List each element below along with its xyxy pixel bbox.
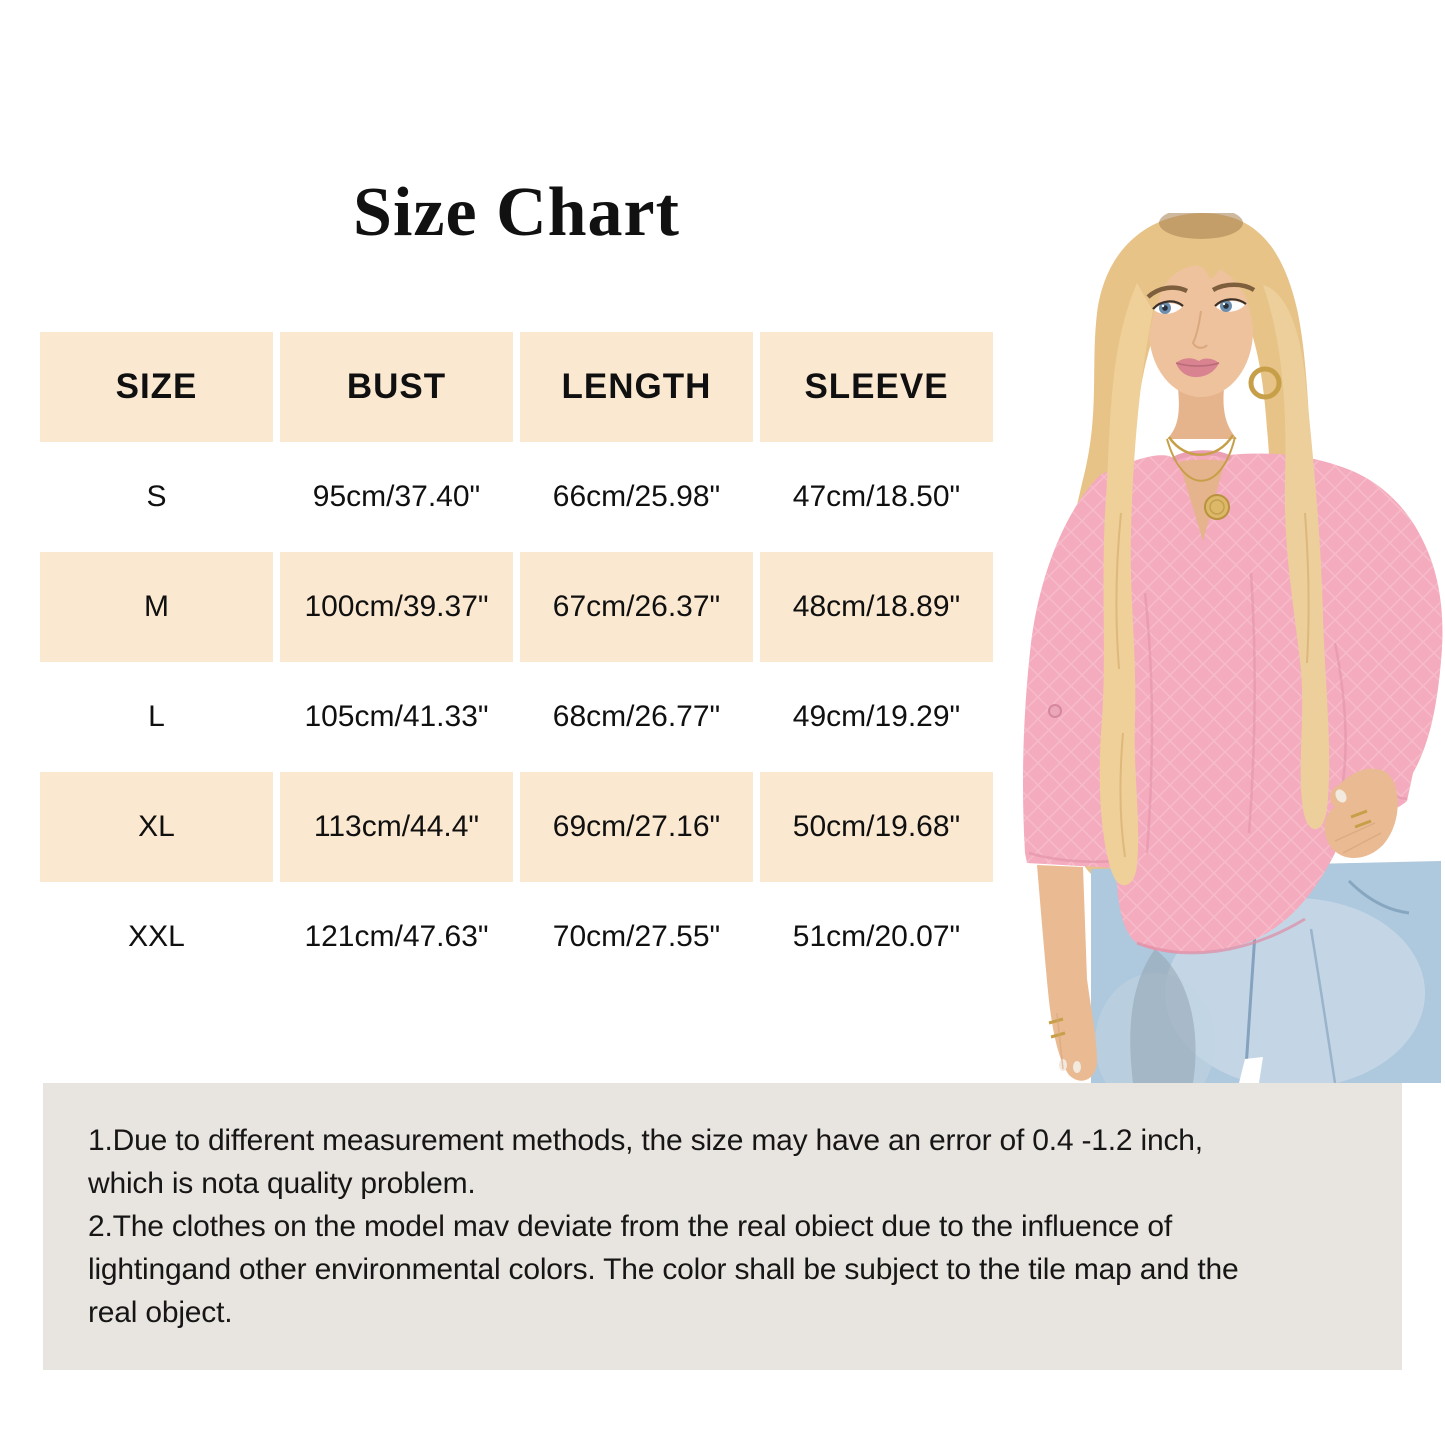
sleeve-cell: 47cm/18.50" [792, 480, 961, 513]
notes-box [43, 1083, 1402, 1370]
sleeve-cell: 49cm/19.29" [792, 700, 961, 733]
sleeve-cell: 50cm/19.68" [760, 772, 993, 882]
model-illustration [1005, 213, 1445, 1083]
length-cell: 69cm/27.16" [520, 772, 753, 882]
size-cell: L [148, 700, 165, 733]
length-cell: 68cm/26.77" [552, 700, 721, 733]
size-cell: S [146, 480, 167, 513]
model-photo [1005, 213, 1445, 1083]
note-line: which is nota quality problem. [88, 1167, 476, 1200]
bust-cell: 105cm/41.33" [304, 700, 489, 733]
note-line: 1.Due to different measurement methods, the size may have an error of 0.4 -1.2 inch, [88, 1124, 1203, 1157]
column-header-length: LENGTH [520, 332, 753, 442]
bust-cell: 95cm/37.40" [312, 480, 481, 513]
bust-cell: 100cm/39.37" [280, 552, 513, 662]
length-cell: 67cm/26.37" [520, 552, 753, 662]
column-header-size: SIZE [40, 332, 273, 442]
bust-cell: 113cm/44.4" [280, 772, 513, 882]
note-line: lightingand other environmental colors. The color shall be subject to the tile map and the [88, 1253, 1239, 1286]
size-cell: M [40, 552, 273, 662]
page-title: Size Chart [353, 174, 680, 251]
size-cell: XL [40, 772, 273, 882]
column-header-bust: BUST [280, 332, 513, 442]
length-cell: 70cm/27.55" [552, 920, 721, 953]
size-table [40, 332, 993, 992]
note-line: 2.The clothes on the model mav deviate from the real obiect due to the influence of [88, 1210, 1173, 1243]
bust-cell: 121cm/47.63" [304, 920, 489, 953]
sleeve-cell: 51cm/20.07" [792, 920, 961, 953]
size-cell: XXL [128, 920, 185, 953]
column-header-sleeve: SLEEVE [760, 332, 993, 442]
sleeve-cell: 48cm/18.89" [760, 552, 993, 662]
length-cell: 66cm/25.98" [552, 480, 721, 513]
note-line: real object. [88, 1296, 233, 1329]
